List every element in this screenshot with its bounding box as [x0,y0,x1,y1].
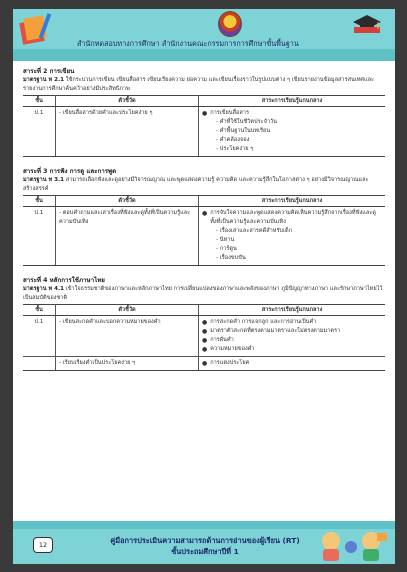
list-item: ● ความหมายของคำ [202,346,255,353]
col-header-core: สาระการเรียนรู้แกนกลาง [199,196,386,207]
section-title: สาระที่ 2 การเขียน [23,68,75,75]
page-footer [13,521,395,564]
mascot-kids-icon [315,527,391,563]
list-item: - การ์ตูน [216,246,237,252]
ministry-logo-icon [218,11,242,37]
table-row [23,357,385,371]
list-item: - เรื่องขบขัน [216,255,246,261]
grade-cell: ป.1 [23,316,56,357]
list-item: - คำพื้นฐานในบทเรียน [216,128,271,134]
header-title: สำนักทดสอบทางการศึกษา สำนักงานคณะกรรมการการศึกษาขั้นพื้นฐาน [77,39,299,48]
standard-text: มาตรฐาน ท 2.1 ใช้กระบวนการเขียน เขียนสื่อสาร เขียนเรียงความ ย่อความ และเขียนเรื่องราวในรูปแบบต่าง ๆ เขียนรายงานข้อมูลสารสนเทศและรายงานการศึกษาค้นคว้าอย่างมีประสิทธิภาพ [23,77,375,92]
indicator-table [23,195,385,266]
core-cell [199,207,386,266]
page-header [13,9,395,61]
document-body [23,67,385,371]
indicator-cell: - เขียนสื่อสารด้วยคำและประโยคง่าย ๆ [56,107,199,157]
section-title: สาระที่ 3 การฟัง การดู และการพูด [23,168,117,175]
section-title: สาระที่ 4 หลักการใช้ภาษาไทย [23,277,105,284]
core-cell [199,107,386,157]
col-header-grade: ชั้น [23,196,56,207]
graduation-cap-icon [352,13,382,35]
indicator-table [23,304,385,371]
list-item: - เรื่องเล่าและสารคดีสำหรับเด็ก [216,228,292,234]
list-item: ● การเขียนสื่อสาร [202,110,249,117]
standard-text: มาตรฐาน ท 4.1 เข้าใจธรรมชาติของภาษาและหลักภาษาไทย การเปลี่ยนแปลงของภาษาและพลังของภาษา ภูมิปัญญาทางภาษา และรักษาภาษาไทยไว้เป็นสมบัติของชาติ [23,286,383,301]
list-item: - นิทาน [216,237,235,243]
indicator-cell: - ตอบคำถามและเล่าเรื่องที่ฟังและดูทั้งที่เป็นความรู้และความบันเทิง [56,207,199,266]
list-item: ● การสะกดคำ การแจกลูก และการอ่านเป็นคำ [202,319,317,326]
grade-cell: ป.1 [23,107,56,157]
col-header-indicator: ตัวชี้วัด [56,196,199,207]
col-header-grade: ชั้น [23,305,56,316]
indicator-cell: - เรียบเรียงคำเป็นประโยคง่าย ๆ [56,357,199,371]
col-header-core: สาระการเรียนรู้แกนกลาง [199,305,386,316]
indicator-table [23,95,385,157]
core-cell [199,316,386,357]
footer-title: คู่มือการประเมินความสามารถด้านการอ่านของผู้เรียน (RT) ชั้นประถมศึกษาปีที่ 1 [110,536,300,556]
section-thai-usage [23,276,385,371]
list-item: - ประโยคง่าย ๆ [216,146,254,152]
col-header-indicator: ตัวชี้วัด [56,96,199,107]
col-header-core: สาระการเรียนรู้แกนกลาง [199,96,386,107]
document-page [13,9,395,564]
grade-cell [23,357,56,371]
section-listening-speaking [23,167,385,266]
table-row [23,316,385,357]
list-item: - คำที่ใช้ในชีวิตประจำวัน [216,119,277,125]
table-row [23,107,385,157]
col-header-grade: ชั้น [23,96,56,107]
page-number: 12 [33,537,53,553]
list-item: ● การผันคำ [202,337,234,344]
table-row [23,207,385,266]
grade-cell: ป.1 [23,207,56,266]
col-header-indicator: ตัวชี้วัด [56,305,199,316]
list-item: ● การจับใจความและพูดแสดงความคิดเห็นความรู้สึกจากเรื่องที่ฟังและดู ทั้งที่เป็นความรู้และความบันเทิง [202,210,376,225]
books-pencil-icon [19,11,53,47]
indicator-cell: - เขียนสะกดคำและบอกความหมายของคำ [56,316,199,357]
list-item: - คำคล้องจอง [216,137,250,143]
core-cell [199,357,386,371]
list-item: ● การแต่งประโยค [202,360,250,367]
list-item: ● มาตราตัวสะกดที่ตรงตามมาตราและไม่ตรงตามมาตรา [202,328,341,335]
section-writing [23,67,385,157]
standard-text: มาตรฐาน ท 3.1 สามารถเลือกฟังและดูอย่างมีวิจารณญาณ และพูดแสดงความรู้ ความคิด และความรู้สึกในโอกาสต่าง ๆ อย่างมีวิจารณญาณและสร้างสรรค์ [23,177,369,192]
